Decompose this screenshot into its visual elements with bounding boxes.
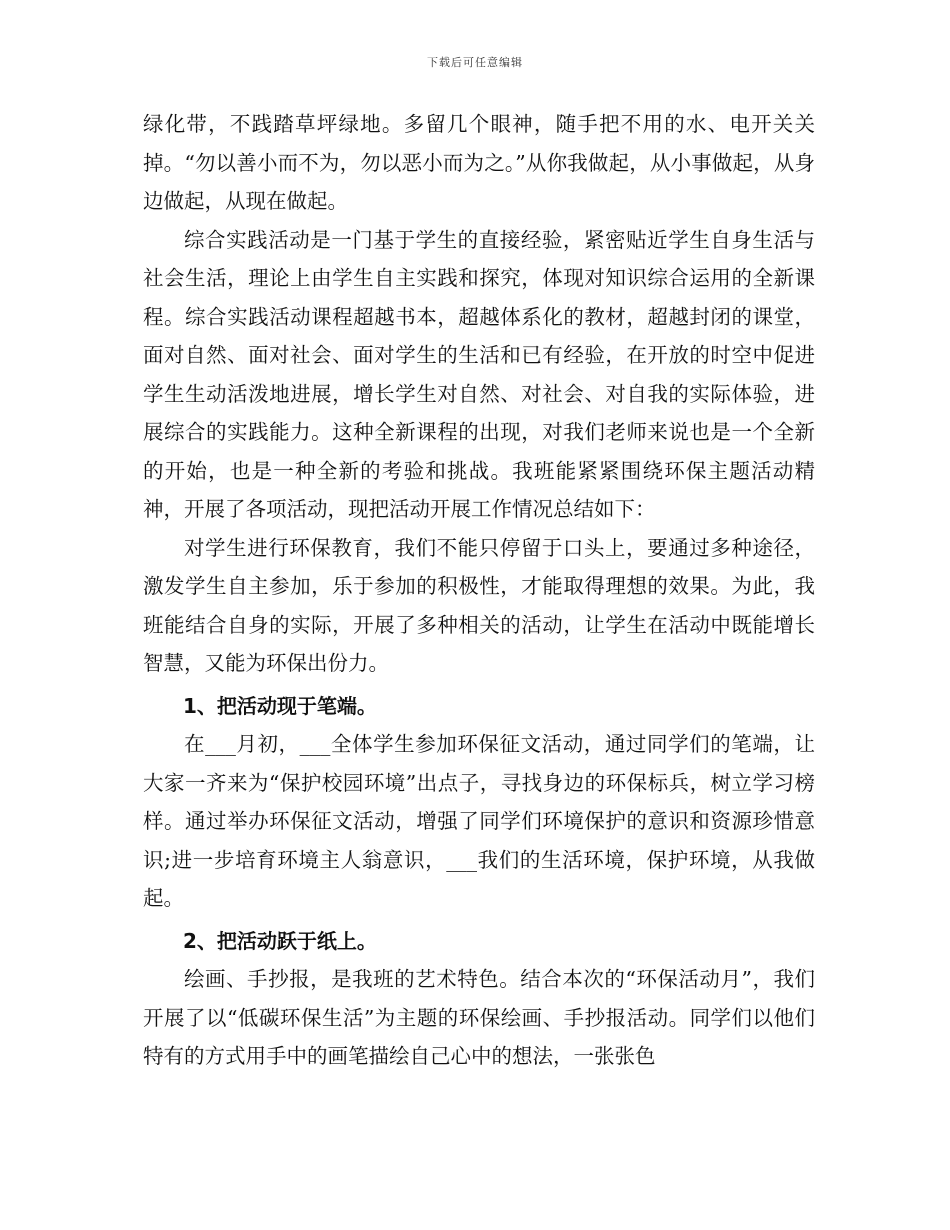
paragraph-education: 对学生进行环保教育，我们不能只停留于口头上，要通过多种途径，激发学生自主参加，乐于参加的积极性，才能取得理想的效果。为此，我班能结合自身的实际，开展了多种相关的活动，让学生在活动中既能增长智慧，又能为环保出份力。 bbox=[143, 535, 815, 675]
page-header: 下载后可任意编辑 bbox=[427, 56, 523, 69]
section-heading-2: 2、把活动跃于纸上。 bbox=[183, 928, 377, 953]
paragraph-painting-activity: 绘画、手抄报，是我班的艺术特色。结合本次的“环保活动月”，我们开展了以“低碳环保生活”为主题的环保绘画、手抄报活动。同学们以他们特有的方式用手中的画笔描绘自己心中的想法，一张张色 bbox=[143, 967, 815, 1068]
paragraph-essay-activity: 在___月初，___全体学生参加环保征文活动，通过同学们的笔端，让大家一齐来为“保护校园环境”出点子，寻找身边的环保标兵，树立学习榜样。通过举办环保征文活动，增强了同学们环境保护的意识和资源珍惜意识;进一步培育环境主人翁意识，___我们的生活环境，保护环境，从我做起。 bbox=[143, 732, 815, 910]
section-heading-1: 1、把活动现于笔端。 bbox=[183, 693, 377, 718]
document-body bbox=[143, 105, 815, 1076]
paragraph-continuation: 绿化带，不践踏草坪绿地。多留几个眼神，随手把不用的水、电开关关掉。“勿以善小而不为，勿以恶小而为之。”从你我做起，从小事做起，从身边做起，从现在做起。 bbox=[143, 112, 815, 213]
paragraph-intro: 综合实践活动是一门基于学生的直接经验，紧密贴近学生自身生活与社会生活，理论上由学生自主实践和探究，体现对知识综合运用的全新课程。综合实践活动课程超越书本，超越体系化的教材，超越封闭的课堂，面对自然、面对社会、面对学生的生活和已有经验，在开放的时空中促进学生生动活泼地进展，增长学生对自然、对社会、对自我的实际体验，进展综合的实践能力。这种全新课程的出现，对我们老师来说也是一个全新的开始，也是一种全新的考验和挑战。我班能紧紧围绕环保主题活动精神，开展了各项活动，现把活动开展工作情况总结如下： bbox=[143, 227, 815, 521]
